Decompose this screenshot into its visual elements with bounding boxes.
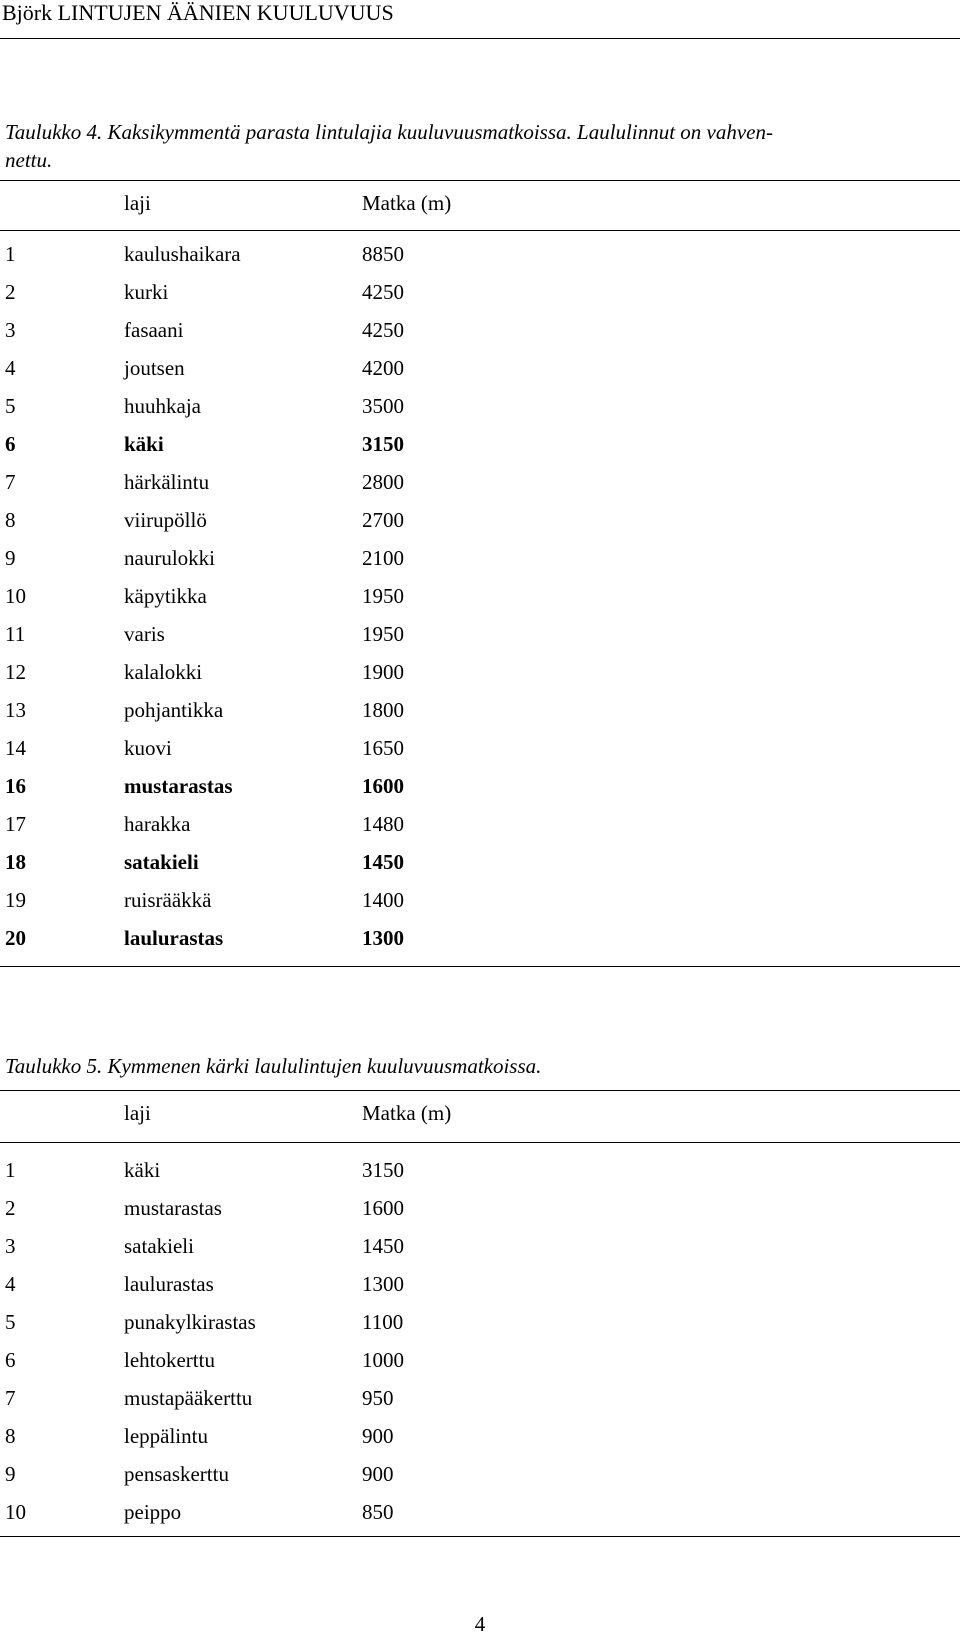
- species-cell: satakieli: [124, 1234, 194, 1258]
- rank-cell: 8: [5, 1424, 16, 1448]
- table-row: [0, 1379, 960, 1417]
- rank-cell: 3: [5, 318, 16, 342]
- rank-cell: 10: [5, 1500, 26, 1524]
- distance-cell: 3150: [362, 1158, 404, 1182]
- rank-cell: 12: [5, 660, 26, 684]
- table5-caption: Taulukko 5. Kymmenen kärki laululintujen kuuluvuusmatkoissa.: [5, 1054, 542, 1078]
- table-row: [0, 311, 960, 349]
- table-row: [0, 539, 960, 577]
- rank-cell: 7: [5, 470, 16, 494]
- distance-cell: 3150: [362, 432, 404, 456]
- species-cell: huuhkaja: [124, 394, 201, 418]
- table5-bottom-rule: [0, 1536, 960, 1537]
- table-row: [0, 1455, 960, 1493]
- table-row: [0, 1417, 960, 1455]
- table4-header-rule: [0, 230, 960, 231]
- table-row: [0, 1227, 960, 1265]
- species-cell: pensaskerttu: [124, 1462, 229, 1486]
- distance-cell: 1450: [362, 1234, 404, 1258]
- table4-body: [0, 235, 960, 957]
- species-cell: käpytikka: [124, 584, 207, 608]
- species-cell: ruisrääkkä: [124, 888, 212, 912]
- distance-cell: 4250: [362, 280, 404, 304]
- rank-cell: 17: [5, 812, 26, 836]
- table-row: [0, 615, 960, 653]
- table4-col-distance: Matka (m): [362, 191, 452, 215]
- distance-cell: 950: [362, 1386, 394, 1410]
- distance-cell: 2700: [362, 508, 404, 532]
- table4-caption: [5, 118, 955, 174]
- table4-col-species: laji: [124, 191, 151, 215]
- species-cell: härkälintu: [124, 470, 210, 494]
- table-row: [0, 463, 960, 501]
- distance-cell: 1450: [362, 850, 404, 874]
- distance-cell: 900: [362, 1462, 394, 1486]
- distance-cell: 850: [362, 1500, 394, 1524]
- distance-cell: 1950: [362, 622, 404, 646]
- table5-col-distance: Matka (m): [362, 1101, 452, 1125]
- table5-header: [0, 1094, 960, 1132]
- page-number: 4: [474, 1612, 486, 1636]
- table-row: [0, 425, 960, 463]
- table-row: [0, 1303, 960, 1341]
- table-row: [0, 387, 960, 425]
- species-cell: kurki: [124, 280, 169, 304]
- rank-cell: 2: [5, 280, 16, 304]
- table4-header-row: [0, 184, 960, 222]
- distance-cell: 1650: [362, 736, 404, 760]
- running-header: Björk LINTUJEN ÄÄNIEN KUULUVUUS: [2, 0, 394, 25]
- rank-cell: 11: [5, 622, 26, 646]
- rank-cell: 1: [5, 242, 16, 266]
- table-row: [0, 919, 960, 957]
- table-row: [0, 691, 960, 729]
- table-row: [0, 805, 960, 843]
- rank-cell: 20: [5, 926, 26, 950]
- table5-col-species: laji: [124, 1101, 151, 1125]
- table-row: [0, 843, 960, 881]
- rank-cell: 1: [5, 1158, 16, 1182]
- table-row: [0, 1341, 960, 1379]
- distance-cell: 1950: [362, 584, 404, 608]
- species-cell: satakieli: [124, 850, 199, 874]
- species-cell: kalalokki: [124, 660, 203, 684]
- table-row: [0, 235, 960, 273]
- distance-cell: 1400: [362, 888, 404, 912]
- rank-cell: 3: [5, 1234, 16, 1258]
- table4-caption-line1: Taulukko 4. Kaksikymmentä parasta lintulajia kuuluvuusmatkoissa. Laululinnut on vahven-: [5, 120, 773, 144]
- table-row: [0, 349, 960, 387]
- distance-cell: 1800: [362, 698, 404, 722]
- species-cell: mustapääkerttu: [124, 1386, 253, 1410]
- distance-cell: 1600: [362, 774, 404, 798]
- distance-cell: 4200: [362, 356, 404, 380]
- table4-bottom-rule: [0, 966, 960, 967]
- table5-header-rule: [0, 1142, 960, 1143]
- rank-cell: 8: [5, 508, 16, 532]
- rank-cell: 4: [5, 1272, 16, 1296]
- rank-cell: 2: [5, 1196, 16, 1220]
- distance-cell: 1900: [362, 660, 404, 684]
- species-cell: mustarastas: [124, 774, 233, 798]
- species-cell: käki: [124, 1158, 161, 1182]
- table-row: [0, 1151, 960, 1189]
- table-row: [0, 501, 960, 539]
- rank-cell: 19: [5, 888, 26, 912]
- rank-cell: 5: [5, 394, 16, 418]
- rank-cell: 6: [5, 1348, 16, 1372]
- distance-cell: 4250: [362, 318, 404, 342]
- rank-cell: 10: [5, 584, 26, 608]
- species-cell: laulurastas: [124, 926, 224, 950]
- table-row: [0, 1493, 960, 1531]
- species-cell: käki: [124, 432, 164, 456]
- species-cell: lehtokerttu: [124, 1348, 215, 1372]
- species-cell: punakylkirastas: [124, 1310, 256, 1334]
- table-row: [0, 881, 960, 919]
- species-cell: peippo: [124, 1500, 182, 1524]
- species-cell: pohjantikka: [124, 698, 224, 722]
- distance-cell: 1000: [362, 1348, 404, 1372]
- rank-cell: 18: [5, 850, 26, 874]
- species-cell: varis: [124, 622, 165, 646]
- distance-cell: 1300: [362, 1272, 404, 1296]
- table5-body: [0, 1151, 960, 1531]
- rank-cell: 9: [5, 546, 16, 570]
- table-row: [0, 767, 960, 805]
- rank-cell: 16: [5, 774, 26, 798]
- table-row: [0, 577, 960, 615]
- table4-caption-line2: nettu.: [5, 148, 53, 172]
- table4-header: [0, 184, 960, 222]
- rank-cell: 6: [5, 432, 16, 456]
- table-row: [0, 653, 960, 691]
- species-cell: leppälintu: [124, 1424, 208, 1448]
- rank-cell: 14: [5, 736, 26, 760]
- rank-cell: 5: [5, 1310, 16, 1334]
- species-cell: joutsen: [124, 356, 185, 380]
- distance-cell: 1480: [362, 812, 404, 836]
- species-cell: harakka: [124, 812, 191, 836]
- rank-cell: 13: [5, 698, 26, 722]
- distance-cell: 2100: [362, 546, 404, 570]
- distance-cell: 2800: [362, 470, 404, 494]
- species-cell: fasaani: [124, 318, 184, 342]
- table5-top-rule: [0, 1090, 960, 1091]
- table5-header-row: [0, 1094, 960, 1132]
- species-cell: mustarastas: [124, 1196, 222, 1220]
- distance-cell: 1300: [362, 926, 404, 950]
- rank-cell: 4: [5, 356, 16, 380]
- species-cell: laulurastas: [124, 1272, 214, 1296]
- distance-cell: 900: [362, 1424, 394, 1448]
- species-cell: viirupöllö: [124, 508, 207, 532]
- rank-cell: 7: [5, 1386, 16, 1410]
- table-row: [0, 729, 960, 767]
- distance-cell: 1100: [362, 1310, 404, 1334]
- rank-cell: 9: [5, 1462, 16, 1486]
- header-divider: [0, 38, 960, 39]
- species-cell: kaulushaikara: [124, 242, 241, 266]
- table-row: [0, 1265, 960, 1303]
- table-row: [0, 273, 960, 311]
- species-cell: naurulokki: [124, 546, 215, 570]
- distance-cell: 3500: [362, 394, 404, 418]
- distance-cell: 8850: [362, 242, 404, 266]
- table4-top-rule: [0, 180, 960, 181]
- table-row: [0, 1189, 960, 1227]
- distance-cell: 1600: [362, 1196, 404, 1220]
- species-cell: kuovi: [124, 736, 172, 760]
